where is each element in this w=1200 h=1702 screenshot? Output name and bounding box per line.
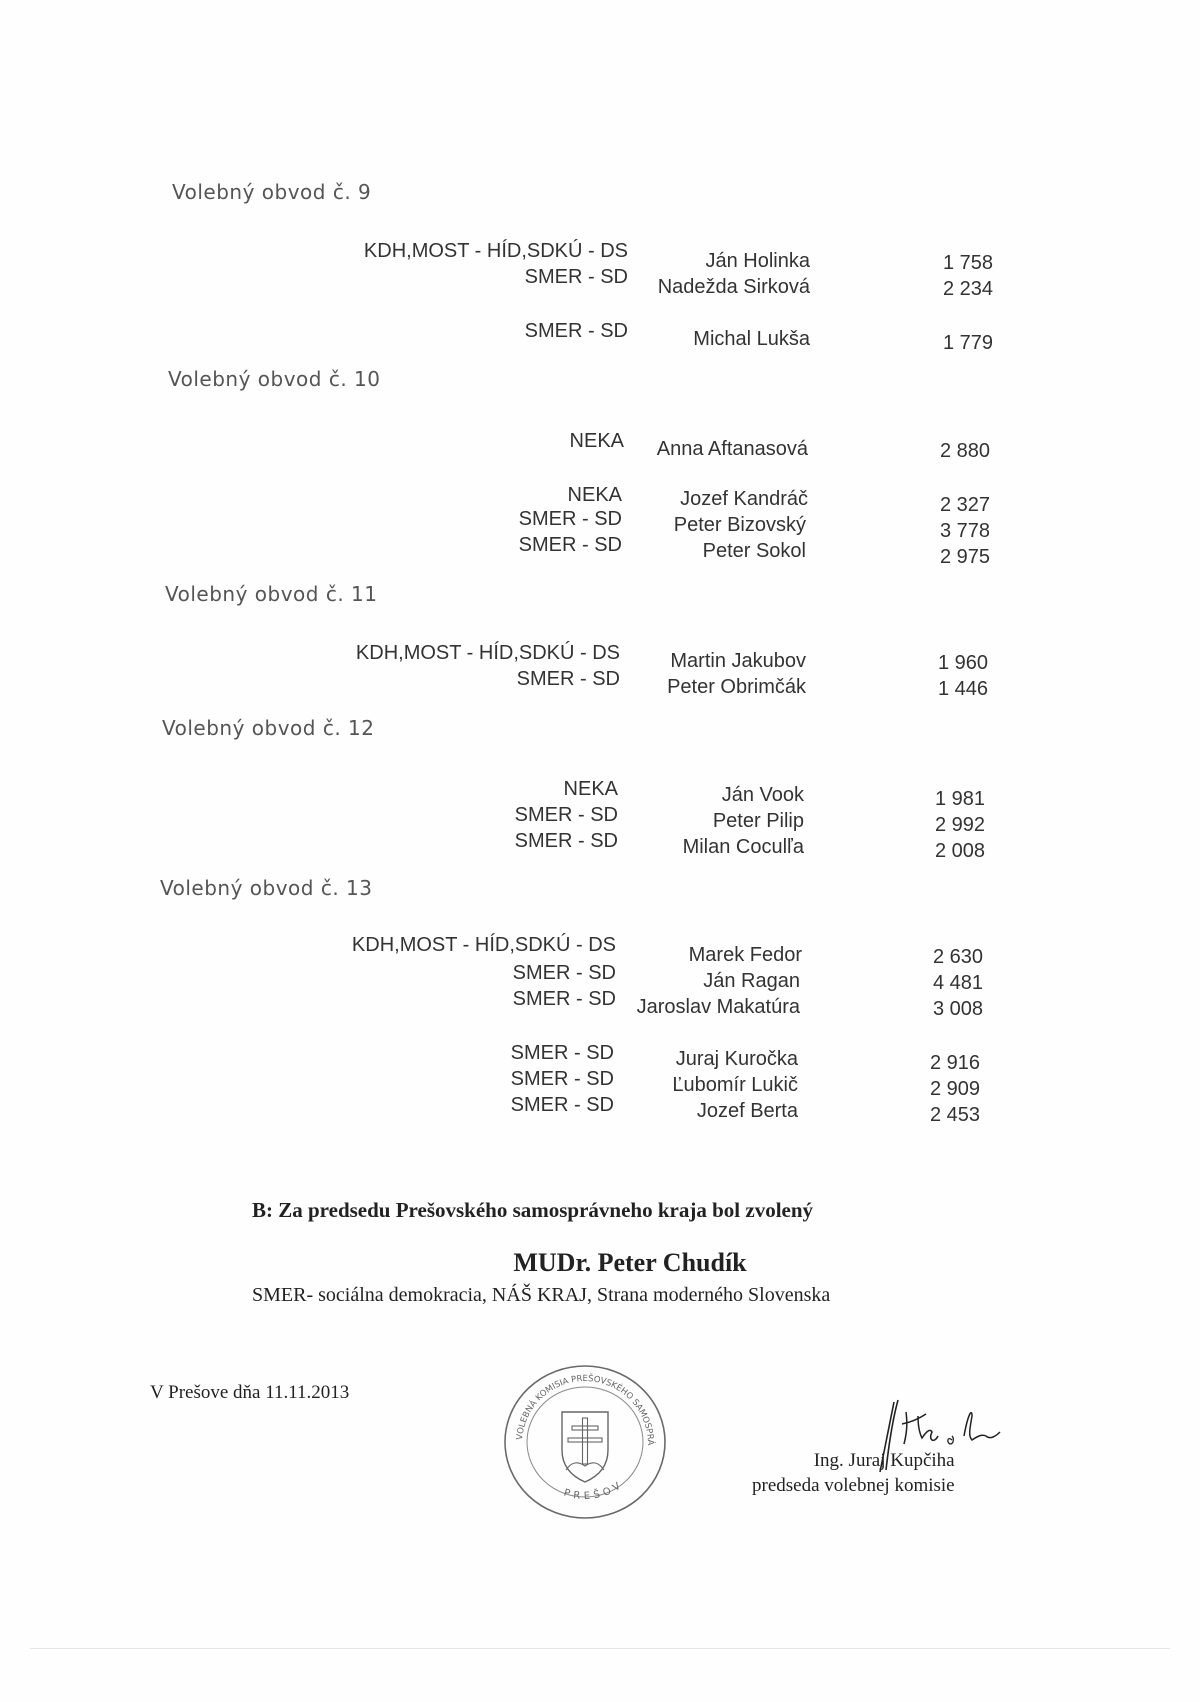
candidate-row [0,1094,1000,1126]
candidate-name: Nadežda Sirková [657,276,810,298]
vote-count: 1 779 [942,332,993,354]
vote-count: 1 981 [934,788,985,810]
party-name: KDH,MOST - HÍD,SDKÚ - DS [351,934,616,956]
candidate-row [0,1068,1000,1100]
candidate-row [0,534,1000,568]
elected-chairman-parties: SMER- sociálna demokracia, NÁŠ KRAJ, Strana moderného Slovenska [252,1284,831,1306]
vote-count: 1 758 [942,252,993,274]
candidate-row [0,240,1000,274]
district-title: Volebný obvod č. 12 [162,716,375,740]
candidate-row [0,830,1000,862]
district-title: Volebný obvod č. 11 [165,582,378,606]
vote-count: 2 975 [939,546,990,568]
candidate-name: Ján Vook [721,784,804,806]
candidate-row [0,320,1000,354]
candidate-name: Peter Bizovský [673,514,806,536]
candidate-name: Jozef Kandráč [680,488,808,510]
district-title: Volebný obvod č. 13 [160,876,373,900]
elected-chairman-name: MUDr. Peter Chudík [513,1248,747,1277]
party-name: SMER - SD [518,508,622,530]
scan-edge-line [30,1648,1170,1649]
candidate-name: Juraj Kuročka [675,1048,798,1070]
party-name: SMER - SD [518,534,622,556]
party-name: SMER - SD [524,320,628,342]
coat-of-arms-cross-icon [562,1412,608,1482]
signer-block [752,1448,955,1498]
candidate-row [0,430,1000,462]
candidate-row [0,266,1000,300]
candidate-row [0,508,1000,542]
candidate-row [0,804,1000,836]
vote-count: 2 880 [939,440,990,462]
party-name: SMER - SD [512,962,616,984]
vote-count: 2 453 [929,1104,980,1126]
candidate-row [0,778,1000,810]
vote-count: 1 960 [937,652,988,674]
seal-text-bottom: PREŠOV [562,1478,626,1503]
candidate-row [0,668,1000,700]
candidate-row [0,1042,1000,1074]
party-name: SMER - SD [510,1042,614,1064]
place-and-date: V Prešove dňa 11.11.2013 [150,1382,350,1403]
candidate-row [0,934,1000,968]
party-name: NEKA [567,484,622,506]
vote-count: 4 481 [932,972,983,994]
signer-name: Ing. Juraj Kupčiha [813,1450,955,1471]
candidate-name: Peter Sokol [702,540,806,562]
candidate-name: Jaroslav Makatúra [636,996,800,1018]
party-name: SMER - SD [514,830,618,852]
official-seal [500,1362,670,1520]
candidate-name: Ľubomír Lukič [672,1074,798,1096]
signer-role: predseda volebnej komisie [752,1475,955,1496]
vote-count: 2 909 [929,1078,980,1100]
district-title: Volebný obvod č. 9 [172,180,372,204]
candidate-name: Peter Pilip [712,810,804,832]
seal-icon [500,1362,670,1520]
party-name: SMER - SD [524,266,628,288]
candidate-row [0,988,1000,1020]
vote-count: 2 916 [929,1052,980,1074]
vote-count: 3 778 [939,520,990,542]
candidate-name: Michal Lukša [693,328,810,350]
vote-count: 2 327 [939,494,990,516]
party-name: SMER - SD [510,1094,614,1116]
party-name: NEKA [569,430,624,452]
candidate-name: Milan Coculľa [682,836,804,858]
candidate-name: Jozef Berta [696,1100,798,1122]
candidate-name: Anna Aftanasová [656,438,808,460]
vote-count: 2 234 [942,278,993,300]
section-b-heading: B: Za predsedu Prešovského samosprávneho kraja bol zvolený [252,1198,814,1222]
candidate-name: Peter Obrimčák [667,676,806,698]
district-title: Volebný obvod č. 10 [168,367,381,391]
candidate-name: Ján Ragan [703,970,800,992]
svg-text:PREŠOV [562,1479,625,1502]
party-name: SMER - SD [512,988,616,1010]
vote-count: 2 630 [932,946,983,968]
candidate-name: Ján Holinka [705,250,810,272]
candidate-row [0,642,1000,674]
seal-text-top: VOLEBNÁ KOMISIA PREŠOVSKÉHO SAMOSPRÁ [515,1373,656,1446]
candidate-row [0,962,1000,994]
party-name: NEKA [563,778,618,800]
party-name: SMER - SD [510,1068,614,1090]
party-name: KDH,MOST - HÍD,SDKÚ - DS [363,240,628,262]
vote-count: 2 008 [934,840,985,862]
vote-count: 1 446 [937,678,988,700]
candidate-name: Martin Jakubov [670,650,806,672]
candidate-name: Marek Fedor [688,944,802,966]
vote-count: 2 992 [934,814,985,836]
vote-count: 3 008 [932,998,983,1020]
svg-text:VOLEBNÁ KOMISIA PREŠOVSKÉHO SA [500,1362,657,1446]
party-name: SMER - SD [516,668,620,690]
candidate-row [0,484,1000,516]
party-name: SMER - SD [514,804,618,826]
party-name: KDH,MOST - HÍD,SDKÚ - DS [355,642,620,664]
